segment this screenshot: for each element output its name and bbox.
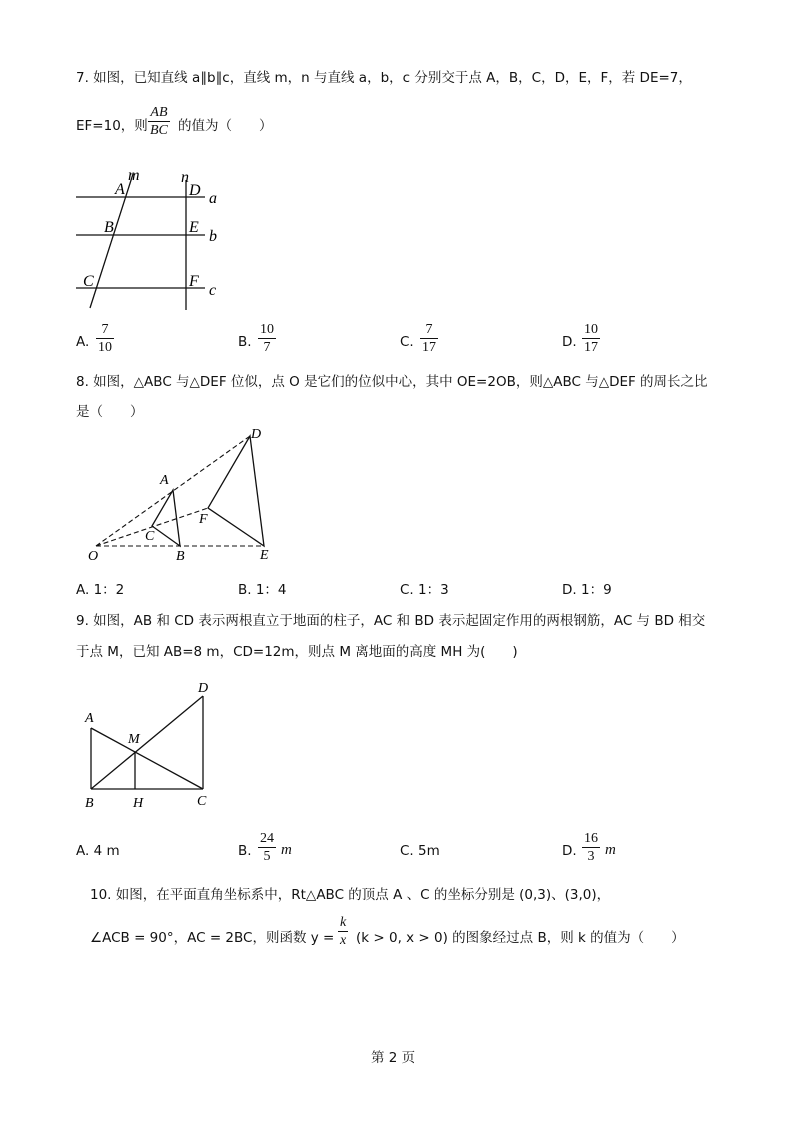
label-C: C [83, 273, 94, 290]
q7-option-D-den: 17 [584, 340, 598, 355]
q7-option-A-frac [96, 321, 114, 356]
q7-stem-line1: 7. 如图，已知直线 a∥b∥c，直线 m，n 与直线 a，b，c 分别交于点 A，B，C，D，E，F，若 DE=7， [76, 70, 692, 86]
q9-option-D-unit: m [605, 842, 616, 858]
q7-frac-num: AB [148, 104, 170, 122]
q10-stem-line2b: (k > 0, x > 0) 的图象经过点 B，则 k 的值为（ ） [356, 930, 685, 946]
q10-frac-num: k [340, 915, 347, 930]
label-b: b [209, 228, 217, 245]
label-A: A [85, 711, 94, 726]
q9-option-B-frac [258, 830, 276, 865]
q8-stem-line2: 是（ ） [76, 404, 144, 420]
q10-frac-den: x [340, 933, 347, 948]
q9-option-B-num: 24 [260, 831, 274, 846]
label-O: O [88, 549, 99, 564]
q7-stem-line2a: EF=10，则 [76, 118, 148, 134]
q7-option-D-num: 10 [584, 322, 598, 337]
q8-option-B: B. 1：4 [238, 582, 287, 598]
label-A: A [160, 473, 169, 488]
label-B: B [176, 549, 185, 564]
page-number: 第 2 页 [371, 1050, 416, 1066]
label-D: D [198, 681, 209, 696]
q9-option-D-frac [582, 830, 600, 865]
label-D: D [189, 182, 201, 199]
q9-option-D-num: 16 [584, 831, 598, 846]
q7-figure [70, 160, 240, 315]
label-E: E [189, 219, 199, 236]
q9-option-B-unit: m [281, 842, 292, 858]
q9-option-D-den: 3 [587, 849, 595, 864]
label-F: F [189, 273, 199, 290]
q9-figure [78, 676, 228, 814]
q7-option-B-den: 7 [263, 340, 271, 355]
q7-option-C-frac [420, 321, 438, 356]
label-E: E [260, 548, 269, 563]
triangle-ABC [152, 490, 180, 546]
label-B: B [85, 796, 94, 811]
q7-option-D-frac [582, 321, 600, 356]
label-H: H [133, 796, 144, 811]
label-M: M [128, 732, 140, 747]
q7-option-C-den: 17 [422, 340, 436, 355]
q7-option-C-num: 7 [420, 321, 438, 339]
q7-option-B-letter: B. [238, 334, 252, 350]
q10-function-fraction [338, 914, 348, 949]
q7-ratio-fraction [148, 104, 170, 139]
q9-option-B-den: 5 [263, 849, 271, 864]
q10-stem-line2a: ∠ACB = 90°，AC = 2BC，则函数 y = [90, 930, 335, 946]
q9-stem-line1: 9. 如图，AB 和 CD 表示两根直立于地面的柱子，AC 和 BD 表示起固定作用的两根钢筋，AC 与 BD 相交 [76, 613, 706, 629]
q8-stem-line1: 8. 如图，△ABC 与△DEF 位似，点 O 是它们的位似中心，其中 OE=2OB，则△ABC 与△DEF 的周长之比 [76, 374, 708, 390]
q7-option-A-num: 7 [96, 321, 114, 339]
q7-option-A-letter: A. [76, 334, 90, 350]
rod-AC [91, 728, 203, 789]
label-C: C [145, 529, 155, 544]
q8-option-D: D. 1：9 [562, 582, 612, 598]
q8-option-C: C. 1：3 [400, 582, 449, 598]
label-n: n [181, 169, 189, 186]
q9-option-B-letter: B. [238, 843, 252, 859]
q7-option-B-num: 10 [260, 322, 274, 337]
q7-option-C-letter: C. [400, 334, 414, 350]
label-a: a [209, 190, 217, 207]
label-A: A [115, 181, 125, 198]
q7-option-B-frac [258, 321, 276, 356]
q8-figure [80, 422, 290, 570]
label-D: D [251, 427, 262, 442]
q7-option-D-letter: D. [562, 334, 577, 350]
q8-option-A: A. 1：2 [76, 582, 125, 598]
q9-stem-line2: 于点 M，已知 AB=8 m，CD=12m，则点 M 离地面的高度 MH 为( ) [76, 644, 518, 660]
q7-frac-den: BC [150, 123, 168, 138]
q9-option-A: A. 4 m [76, 843, 120, 859]
label-B: B [104, 219, 114, 236]
label-F: F [199, 512, 208, 527]
triangle-DEF [208, 436, 264, 546]
q9-option-C: C. 5m [400, 843, 440, 859]
label-C: C [197, 794, 207, 809]
q10-stem-line1: 10. 如图，在平面直角坐标系中，Rt△ABC 的顶点 A 、C 的坐标分别是 (0,3)、(3,0)， [90, 887, 611, 903]
q9-option-D-letter: D. [562, 843, 577, 859]
label-c: c [209, 282, 217, 299]
q7-option-A-den: 10 [98, 340, 112, 355]
q7-stem-line2b: 的值为（ ） [178, 118, 273, 134]
rod-BD [91, 696, 203, 789]
label-m: m [128, 167, 140, 184]
